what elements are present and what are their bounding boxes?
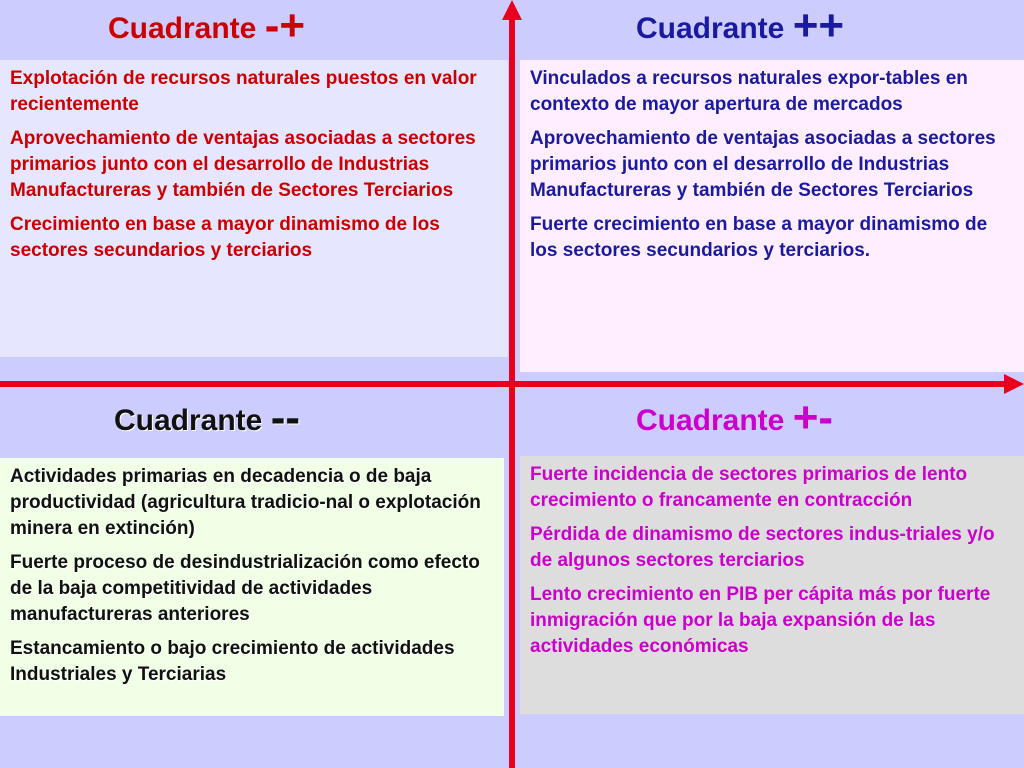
vertical-axis-arrow — [502, 0, 522, 20]
quadrant-item: Vinculados a recursos naturales expor-tables en contexto de mayor apertura de mercados — [530, 68, 968, 115]
quadrant-title-word: Cuadrante — [636, 404, 785, 437]
quadrant-item: Fuerte proceso de desindustrialización como efecto de la baja competitividad de actividades manufactureras anteriores — [10, 552, 480, 625]
quadrant-title-bottom-right — [636, 393, 834, 442]
quadrant-item: Explotación de recursos naturales puestos en valor recientemente — [10, 68, 477, 115]
quadrant-item: Fuerte crecimiento en base a mayor dinamismo de los sectores secundarios y terciarios. — [530, 214, 988, 261]
quadrant-item: Aprovechamiento de ventajas asociadas a sectores primarios junto con el desarrollo de Industrias Manufactureras y también de Sectores Terciarios — [530, 128, 996, 201]
quadrant-item: Estancamiento o bajo crecimiento de actividades Industriales y Terciarias — [10, 638, 455, 685]
quadrant-title-word: Cuadrante — [108, 12, 257, 45]
quadrant-item: Crecimiento en base a mayor dinamismo de los sectores secundarios y terciarios — [10, 214, 440, 261]
quadrant-box-top-right — [520, 60, 1024, 372]
quadrant-title-sign: +- — [792, 393, 834, 442]
quadrant-item: Actividades primarias en decadencia o de baja productividad (agricultura tradicio-nal o explotación minera en extinción) — [10, 466, 481, 539]
quadrant-title-word: Cuadrante — [636, 12, 785, 45]
quadrant-title-word: Cuadrante — [114, 404, 263, 437]
quadrant-title-bottom-left — [114, 393, 301, 442]
quadrant-title-top-right — [636, 1, 845, 50]
quadrant-title-sign: -- — [270, 393, 301, 442]
quadrant-title-sign: ++ — [792, 1, 845, 50]
horizontal-axis-arrow — [1004, 374, 1024, 394]
quadrant-item: Aprovechamiento de ventajas asociadas a sectores primarios junto con el desarrollo de Industrias Manufactureras y también de Sectores Terciarios — [10, 128, 476, 201]
quadrant-title-top-left — [108, 1, 306, 50]
quadrant-item: Pérdida de dinamismo de sectores indus-triales y/o de algunos sectores terciarios — [530, 524, 995, 571]
quadrant-box-top-left — [0, 60, 508, 357]
quadrant-item: Fuerte incidencia de sectores primarios de lento crecimiento o francamente en contracción — [530, 464, 968, 511]
quadrant-item: Lento crecimiento en PIB per cápita más por fuerte inmigración que por la baja expansión de las actividades económicas — [530, 584, 991, 657]
quadrant-title-sign: -+ — [264, 1, 306, 50]
quadrant-box-bottom-right — [520, 456, 1024, 714]
quadrant-box-bottom-left — [0, 458, 504, 716]
